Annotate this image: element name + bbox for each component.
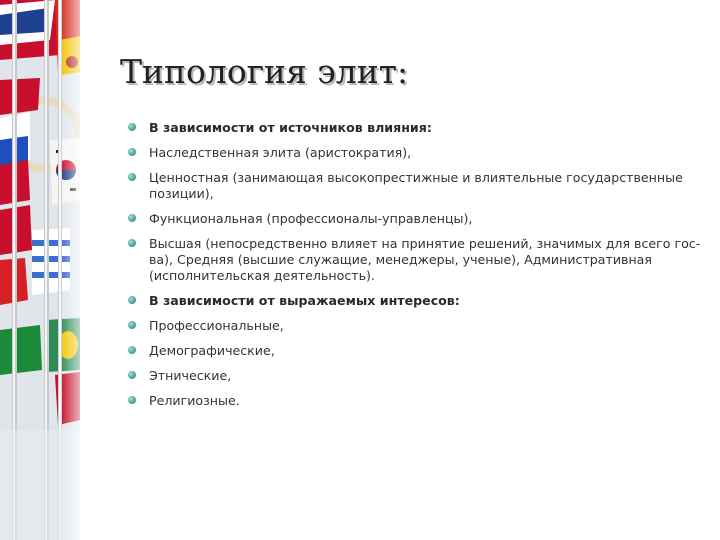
teal-dot-icon xyxy=(128,239,136,247)
teal-dot-icon xyxy=(128,148,136,156)
teal-dot-icon xyxy=(128,123,136,131)
bullet-text: Функциональная (профессионалы-управленцы), xyxy=(149,211,473,226)
teal-dot-icon xyxy=(128,346,136,354)
bullet-text: Демографические, xyxy=(149,343,275,358)
bullet-item xyxy=(128,318,703,334)
bullet-text: Религиозные. xyxy=(149,393,240,408)
bullet-item xyxy=(128,368,703,384)
bullet-text: В зависимости от источников влияния: xyxy=(149,120,432,135)
bullet-item xyxy=(128,343,703,359)
bullet-text: Этнические, xyxy=(149,368,232,383)
flags-decoration-image xyxy=(0,0,80,540)
bullet-item xyxy=(128,393,703,409)
bullet-text: Высшая (непосредственно влияет на принятие решений, значимых для всего гос-ва), Средняя (высшие служащие, менеджеры, ученые), Административная (исполнительская деятельность). xyxy=(149,236,701,283)
bullet-item xyxy=(128,293,703,309)
teal-dot-icon xyxy=(128,296,136,304)
bullet-text: Ценностная (занимающая высокопрестижные и влиятельные государственные позиции), xyxy=(149,170,683,201)
bullet-item xyxy=(128,170,703,202)
bullet-list xyxy=(128,120,703,418)
teal-dot-icon xyxy=(128,321,136,329)
teal-dot-icon xyxy=(128,371,136,379)
teal-dot-icon xyxy=(128,173,136,181)
slide-title: Типология элит: xyxy=(120,52,409,91)
bullet-item xyxy=(128,211,703,227)
bullet-item xyxy=(128,145,703,161)
teal-dot-icon xyxy=(128,214,136,222)
bullet-item xyxy=(128,120,703,136)
teal-dot-icon xyxy=(128,396,136,404)
bullet-item xyxy=(128,236,703,284)
bullet-text: Профессиональные, xyxy=(149,318,284,333)
bullet-text: Наследственная элита (аристократия), xyxy=(149,145,412,160)
bullet-text: В зависимости от выражаемых интересов: xyxy=(149,293,460,308)
